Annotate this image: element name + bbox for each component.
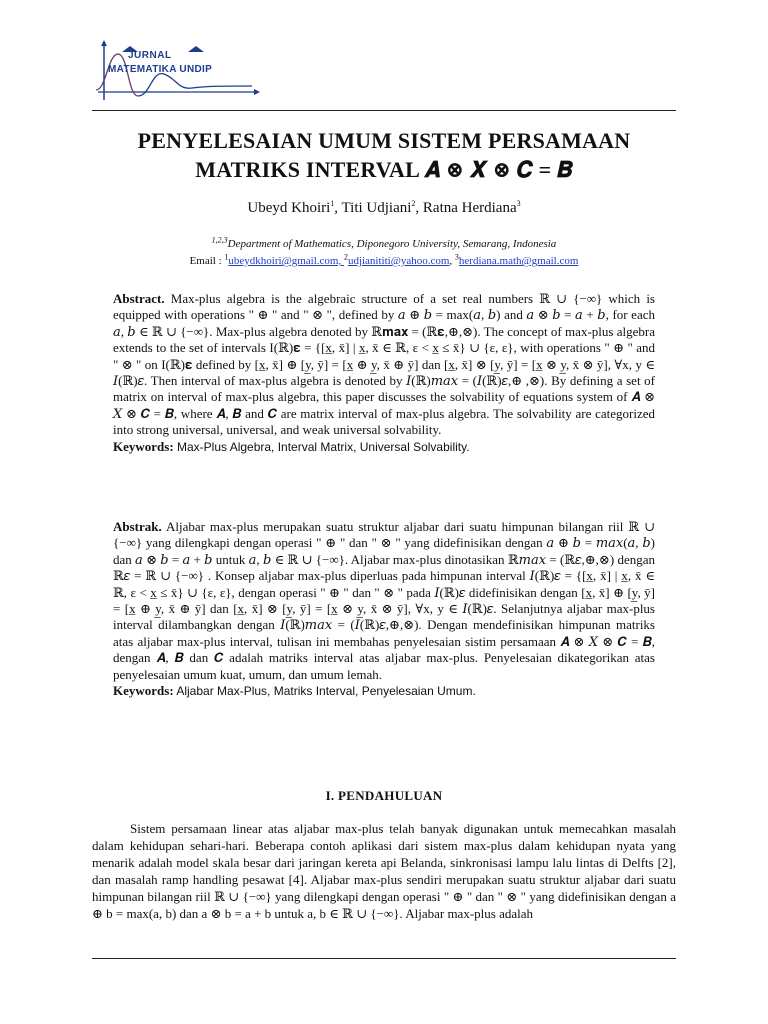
keywords-english bbox=[113, 439, 655, 455]
keywords-label: Keywords: bbox=[113, 438, 174, 454]
keywords-id-label: Keywords: bbox=[113, 683, 174, 699]
email-1-mark: 1 bbox=[224, 252, 229, 262]
affiliation-text: Department of Mathematics, Diponegoro University, Semarang, Indonesia bbox=[227, 238, 557, 250]
header-rule bbox=[92, 110, 676, 111]
paper-title bbox=[92, 126, 676, 184]
abstract-text: Max-plus algebra is the algebraic structure of a set real numbers ℝ ∪ {−∞} which is equipped with operations " ⊕ " and " ⊗ ", defined by 𝑎 ⊕ 𝑏 = max(𝑎, 𝑏) and 𝑎 ⊗ 𝑏 = 𝑎 + 𝑏, for each 𝑎, 𝑏 ∈ ℝ ∪ {−∞}. Max-plus algebra denoted by ℝ𝐦𝐚𝐱 = (ℝ𝛆,⊕,⊗). The concept of max-plus algebra extends to the set of intervals I(ℝ)𝛆 = {[x̲, x̄] | x̲, x̄ ∈ ℝ, ε < x̲ ≤ x̄} ∪ {ε, ε}, with operations " ⊕ " and " ⊗ " on I(ℝ)𝛆 defined by [x̲, x̄] ⊕ [y̲, ȳ] = [x̲ ⊕ y̲, x̄ ⊕ ȳ] dan [x̲, x̄] ⊗ [y̲, ȳ] = [x̲ ⊗ y̲, x̄ ⊗ ȳ], ∀x, y ∈ 𝐼(ℝ)𝜀. Then interval of max-plus algebra is denoted by 𝐼(ℝ)𝑚𝑎𝑥 = (𝐼(ℝ)𝜀,⊕ ,⊗). By defining a set of matrix on interval of max-plus algebra, this paper discusses the solvability of equations system of 𝑨 ⊗ 𝑋 ⊗ 𝑪 = 𝑩, where 𝑨, 𝑩 and 𝑪 are matrix interval of max-plus algebra. The solvability are categorized into strong universal, universal, and weak universal solvability. bbox=[113, 291, 655, 438]
email-link-3[interactable]: herdiana.math@gmail.com bbox=[458, 255, 579, 267]
section-heading: I. PENDAHULUAN bbox=[325, 788, 443, 803]
keywords-id-text: Aljabar Max-Plus, Matriks Interval, Penyelesaian Umum. bbox=[173, 684, 476, 699]
abstract-english bbox=[113, 291, 655, 455]
intro-paragraph: Sistem persamaan linear atas aljabar max-plus telah banyak digunakan untuk memecahkan masalah dalam kehidupan sehari-hari. Beberapa contoh aplikasi dari sistem max-plus dalam kehidupan nyata yang menarik adalah model skala besar dari jaringan kereta api Belanda, sinkronisasi lampu lalu lintas di Delfts [2], dan masalah ramp handling pesawat [4]. Aljabar max-plus sendiri merupakan suatu struktur aljabar dari suatu himpunan bilangan riil ℝ ∪ {−∞} yang dilengkapi dengan operasi " ⊕ " dan " ⊗ " yang didefinisikan dengan a ⊕ b = max(a, b) dan a ⊗ b = a + b untuk a, b ∈ ℝ ∪ {−∞}. Aljabar max-plus adalah bbox=[92, 821, 676, 921]
email-2-mark: 2 bbox=[343, 252, 348, 262]
title-line-1: PENYELESAIAN UMUM SISTEM PERSAMAAN bbox=[137, 128, 631, 153]
journal-name-line1: JURNAL bbox=[128, 50, 172, 61]
journal-name-line2: MATEMATIKA UNDIP bbox=[108, 64, 213, 75]
footer-rule bbox=[92, 958, 676, 959]
email-link-2[interactable]: udjianititi@yahoo.com bbox=[347, 255, 450, 267]
author-1: Ubeyd Khoiri bbox=[247, 200, 331, 216]
title-line-2: MATRIKS INTERVAL 𝑨 ⊗ 𝑿 ⊗ 𝑪 = 𝑩 bbox=[195, 157, 573, 182]
author-list: Ubeyd Khoiri$^1$, Titi Udjiani$^2$, Ratna Herdiana$^3$ bbox=[247, 199, 521, 216]
abstract-label: Abstract. bbox=[113, 291, 165, 306]
author-1-mark: 1 bbox=[330, 199, 335, 208]
author-2-mark: 2 bbox=[411, 199, 416, 208]
abstract-indonesian bbox=[113, 519, 655, 699]
email-label: Email : bbox=[189, 255, 225, 267]
author-2: Titi Udjiani bbox=[341, 200, 412, 216]
keywords-text: Max-Plus Algebra, Interval Matrix, Universal Solvability. bbox=[173, 439, 470, 454]
keywords-indonesian bbox=[113, 683, 655, 699]
email-3-mark: 3 bbox=[454, 252, 459, 262]
author-3: Ratna Herdiana bbox=[422, 200, 517, 216]
abstrak-text: Aljabar max-plus merupakan suatu struktur aljabar dari suatu himpunan bilangan riil ℝ ∪ {−∞} yang dilengkapi dengan operasi " ⊕ " dan " ⊗ " yang didefinisikan dengan 𝑎 ⊕ 𝑏 = 𝑚𝑎𝑥(𝑎, 𝑏) dan 𝑎 ⊗ 𝑏 = 𝑎 + 𝑏 untuk 𝑎, 𝑏 ∈ ℝ ∪ {−∞}. Aljabar max-plus dinotasikan ℝ𝑚𝑎𝑥 = (ℝ𝜀,⊕,⊗) dengan ℝ𝜀 = ℝ ∪ {−∞} . Konsep aljabar max-plus diperluas pada himpunan interval 𝐼(ℝ)𝜀 = {[x̲, x̄] | x̲, x̄ ∈ ℝ, ε < x̲ ≤ x̄} ∪ {ε, ε}, dengan operasi " ⊕ " dan " ⊗ " pada 𝐼(ℝ)𝜀 didefinisikan dengan [x̲, x̄] ⊕ [y̲, ȳ] = [x̲ ⊕ y̲, x̄ ⊕ ȳ] dan [x̲, x̄] ⊗ [y̲, ȳ] = [x̲ ⊗ y̲, x̄ ⊗ ȳ], ∀x, y ∈ 𝐼(ℝ)𝜀. Selanjutnya aljabar max-plus interval dilambangkan dengan 𝐼(ℝ)𝑚𝑎𝑥 = (𝐼(ℝ)𝜀,⊕,⊗). Dengan mendefinisikan himpunan matriks atas aljabar max-plus interval, tulisan ini membahas penyelesaian sistim persamaan 𝑨 ⊗ 𝑋 ⊗ 𝑪 = 𝑩, dengan 𝑨, 𝑩 dan 𝑪 adalah matriks interval atas aljabar max-plus. Penyelesaian dikategorikan atas penyelesaian umum kuat, umum, dan umum lemah. bbox=[113, 519, 655, 682]
affiliation-mark: 1,2,3 bbox=[211, 235, 228, 245]
affiliation bbox=[92, 235, 676, 250]
email-line: Email : $^1$ubeydkhoiri@gmail.com, $^2$udjianititi@yahoo.com, $^3$herdiana.math@gmail.com bbox=[189, 252, 579, 267]
email-link-1[interactable]: ubeydkhoiri@gmail.com, bbox=[228, 255, 344, 267]
abstrak-label: Abstrak. bbox=[113, 519, 162, 534]
author-3-mark: 3 bbox=[516, 199, 521, 208]
